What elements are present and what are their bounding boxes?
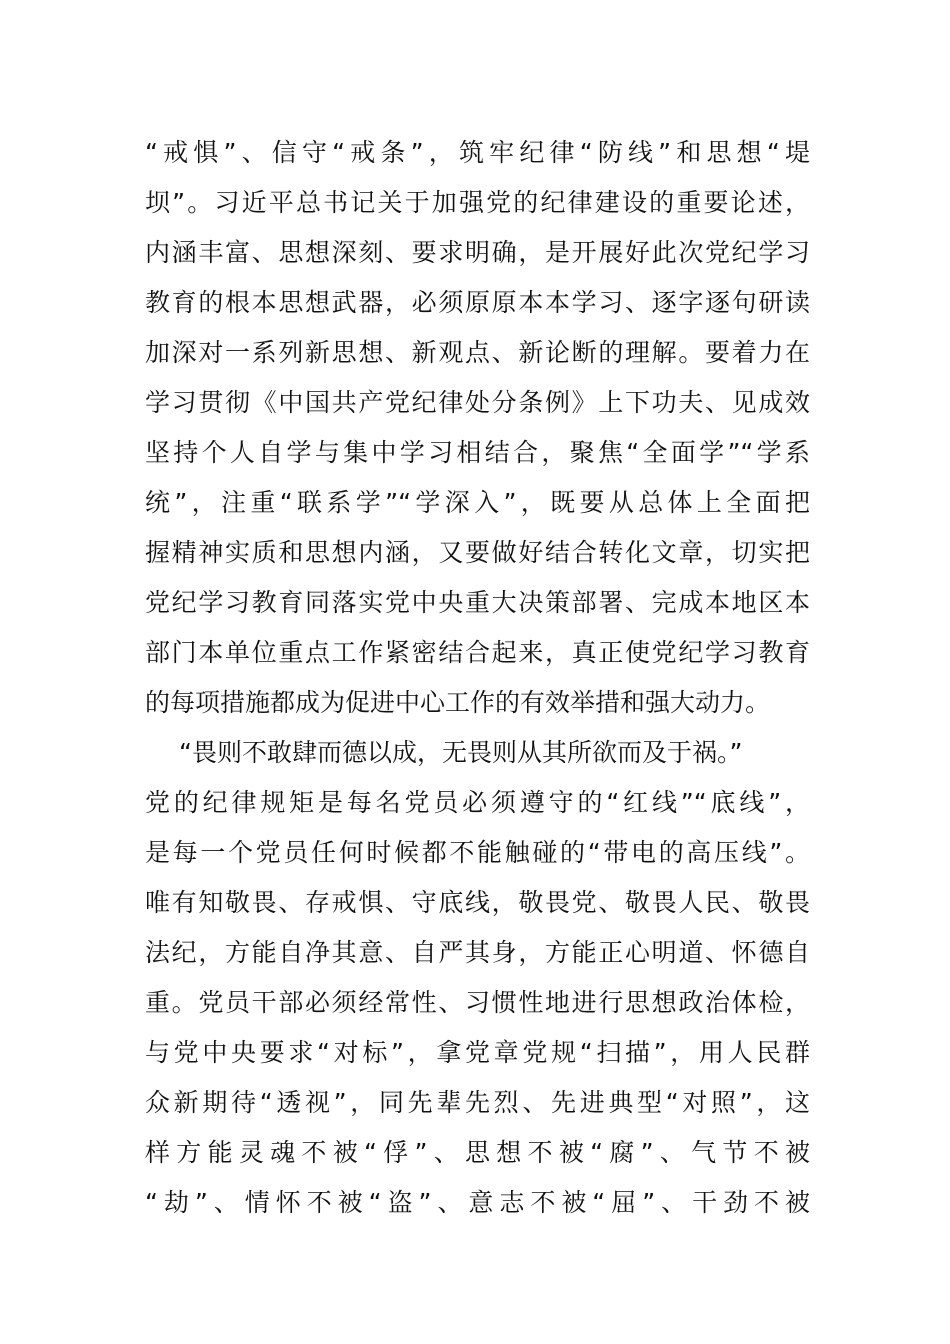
text-line-18: 重。党员干部必须经常性、习惯性地进行思想政治体检， <box>145 988 810 1017</box>
text-line-14: 党的纪律规矩是每名党员必须遵守的“红线”“底线”， <box>145 788 810 817</box>
text-line-8: 统”，注重“联系学”“学深入”，既要从总体上全面把 <box>145 488 810 517</box>
text-line-10: 党纪学习教育同落实党中央重大决策部署、完成本地区本 <box>145 588 810 617</box>
text-line-13: “畏则不敢肆而德以成，无畏则从其所欲而及于祸。” <box>179 738 743 767</box>
text-line-7: 坚持个人自学与集中学习相结合，聚焦“全面学”“学系 <box>145 438 810 467</box>
text-line-19: 与党中央要求“对标”，拿党章党规“扫描”，用人民群 <box>145 1038 810 1067</box>
text-line-11: 部门本单位重点工作紧密结合起来，真正使党纪学习教育 <box>145 638 810 667</box>
text-line-21: 样方能灵魂不被“俘”、思想不被“腐”、气节不被 <box>145 1138 810 1167</box>
text-line-4: 教育的根本思想武器，必须原原本本学习、逐字逐句研读 <box>145 288 810 317</box>
text-line-22: “劫”、情怀不被“盗”、意志不被“屈”、干劲不被 <box>145 1188 810 1217</box>
text-line-16: 唯有知敬畏、存戒惧、守底线，敬畏党、敬畏人民、敬畏 <box>145 888 810 917</box>
text-line-1: “戒惧”、信守“戒条”，筑牢纪律“防线”和思想“堤 <box>145 138 810 167</box>
text-line-20: 众新期待“透视”，同先辈先烈、先进典型“对照”，这 <box>145 1088 810 1117</box>
text-line-3: 内涵丰富、思想深刻、要求明确，是开展好此次党纪学习 <box>145 238 810 267</box>
text-line-15: 是每一个党员任何时候都不能触碰的“带电的高压线”。 <box>145 838 810 867</box>
text-line-2: 坝”。习近平总书记关于加强党的纪律建设的重要论述， <box>145 188 810 217</box>
body-text <box>145 128 810 1228</box>
text-line-17: 法纪，方能自净其意、自严其身，方能正心明道、怀德自 <box>145 938 810 967</box>
text-line-6: 学习贯彻《中国共产党纪律处分条例》上下功夫、见成效 <box>145 388 810 417</box>
text-line-5: 加深对一系列新思想、新观点、新论断的理解。要着力在 <box>145 338 810 367</box>
text-line-12: 的每项措施都成为促进中心工作的有效举措和强大动力。 <box>145 688 771 717</box>
text-line-9: 握精神实质和思想内涵，又要做好结合转化文章，切实把 <box>145 538 810 567</box>
